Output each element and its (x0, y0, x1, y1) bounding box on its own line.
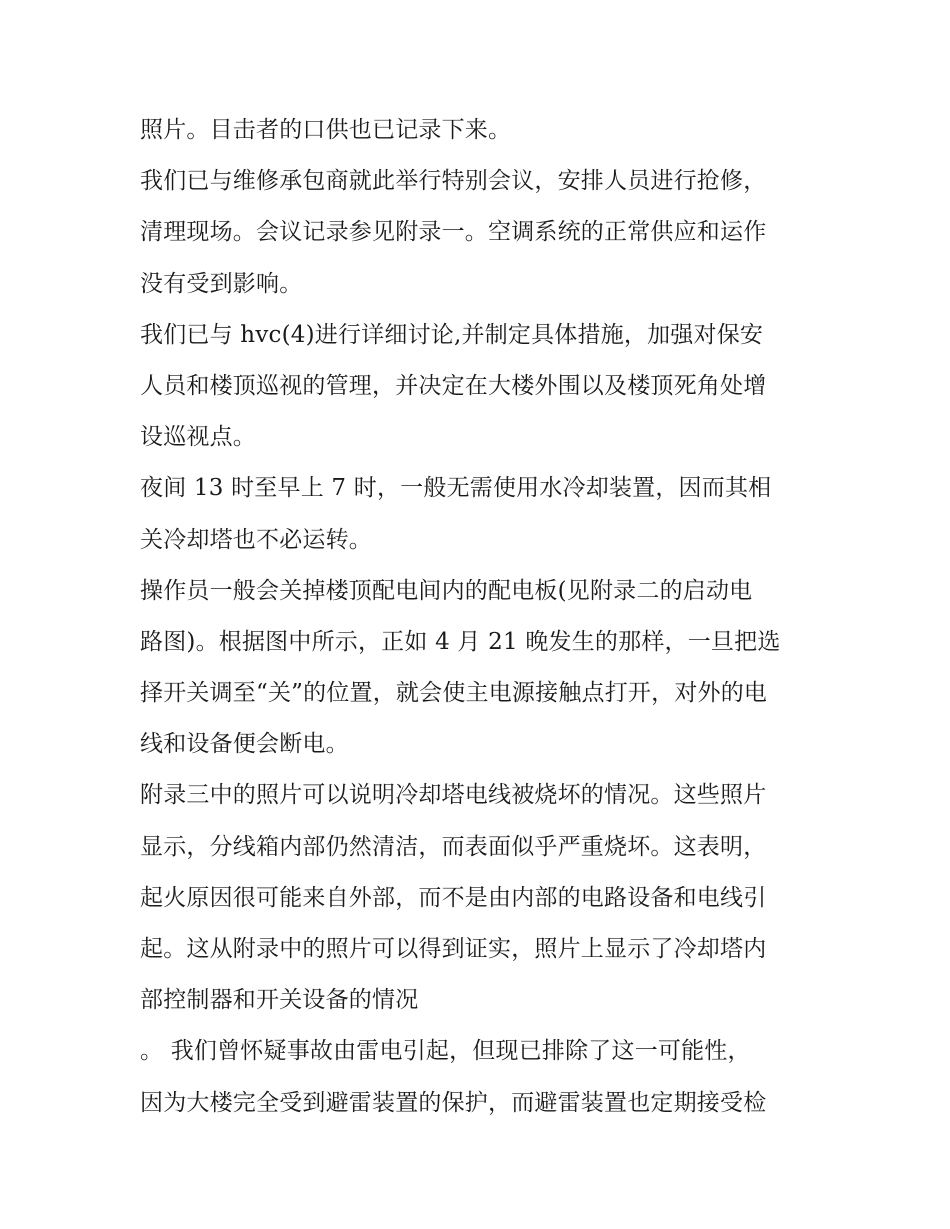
text-line: 人员和楼顶巡视的管理，并决定在大楼外围以及楼顶死角处增 (140, 372, 767, 399)
text-line: 线和设备便会断电。 (140, 731, 349, 758)
text-line: 夜间 13 时至早上 7 时，一般无需使用水冷却装置，因而其相 (140, 475, 772, 502)
text-line: 没有受到影响。 (140, 270, 303, 297)
text-line: 照片。目击者的口供也已记录下来。 (140, 117, 512, 143)
text-line: 部控制器和开关设备的情况 (140, 987, 419, 1014)
text-line: 清理现场。会议记录参见附录一。空调系统的正常供应和运作 (140, 219, 767, 246)
text-line: 我们已与 hvc(4)进行详细讨论,并制定具体措施，加强对保安 (140, 321, 764, 348)
text-line: 。 我们曾怀疑事故由雷电引起，但现已排除了这一可能性， (140, 1038, 751, 1065)
text-line: 起火原因很可能来自外部，而不是由内部的电路设备和电线引 (140, 884, 767, 911)
text-line: 我们已与维修承包商就此举行特别会议，安排人员进行抢修， (140, 168, 767, 195)
text-line: 因为大楼完全受到避雷装置的保护，而避雷装置也定期接受检 (140, 1089, 767, 1116)
text-line: 操作员一般会关掉楼顶配电间内的配电板(见附录二的启动电 (140, 577, 753, 604)
text-line: 择开关调至“关”的位置，就会使主电源接触点打开，对外的电 (140, 680, 768, 707)
text-line: 设巡视点。 (140, 424, 256, 451)
text-line: 关冷却塔也不必运转。 (140, 526, 372, 553)
text-line: 路图)。根据图中所示，正如 4 月 21 晚发生的那样，一旦把选 (140, 628, 781, 655)
text-line: 显示，分线箱内部仍然清洁，而表面似乎严重烧坏。这表明， (140, 833, 767, 860)
document-body (140, 110, 820, 1134)
text-line: 附录三中的照片可以说明冷却塔电线被烧坏的情况。这些照片 (140, 782, 767, 809)
text-line: 起。这从附录中的照片可以得到证实，照片上显示了冷却塔内 (140, 936, 767, 962)
